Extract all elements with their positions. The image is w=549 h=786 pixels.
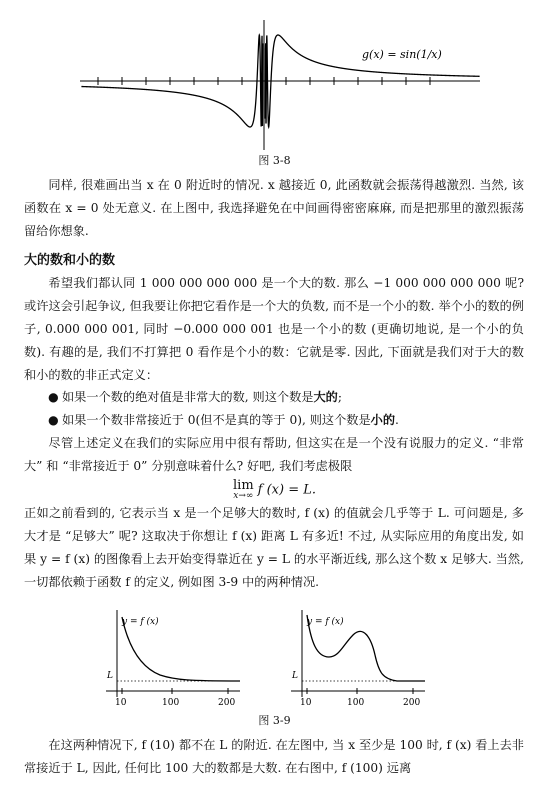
limit-subscript: x→∞ bbox=[233, 491, 254, 501]
left-tick-10: 10 bbox=[115, 698, 127, 708]
right-tick-100: 100 bbox=[347, 698, 365, 708]
right-curve-label: y = f (x) bbox=[307, 617, 344, 627]
figure-3-9-caption: 图 3-9 bbox=[258, 714, 291, 727]
right-tick-200: 200 bbox=[403, 698, 421, 708]
paragraph-4: 正如之前看到的, 它表示当 x 是一个足够大的数时, f (x) 的值就会几乎等于 L. 可问题是, 多大才是 “足够大” 呢? 这取决于你想让 f (x) 距离 L 有多近! 不过, 从实际应用的角度出发, 如果 y = f (x) 的图像看上去开始变得靠近在 y = L 的水平渐近线, 那么这个数 x 足够大. 当然, 一切都依赖于函数 f 的定义, 例如图 3-9 中的两种情况. bbox=[24, 506, 524, 589]
left-asymptote-label: L bbox=[107, 671, 113, 681]
limit-body: f (x) = L. bbox=[257, 482, 316, 498]
function-label: g(x) = sin(1/x) bbox=[362, 48, 442, 61]
section-heading: 大的数和小的数 bbox=[24, 253, 116, 268]
figure-3-9-left bbox=[100, 605, 245, 710]
paragraph-3: 尽管上述定义在我们的实际应用中很有帮助, 但这实在是一个没有说服力的定义. “非常大” 和 “非常接近于 0” 分别意味着什么? 好吧, 我们考虑极限 bbox=[24, 436, 524, 473]
figure-3-8-caption: 图 3-8 bbox=[258, 154, 291, 167]
paragraph-2: 希望我们都认同 1 000 000 000 000 是一个大的数. 那么 −1 000 000 000 000 呢? 或许这会引起争议, 但我要让你把它看作是一个大的负数, 而不是一个小的数. 举个小的数的例子, 0.000 000 001, 同时 −0.000 000 001 也是一个小的数 (更确切地说, 是一个小的负数). 有趣的是, 我们不打算把 0 看作是个小的数：它就是零. 因此, 下面就是我们对于大的数和小的数的非正式定义： bbox=[24, 276, 524, 382]
right-tick-10: 10 bbox=[300, 698, 312, 708]
limit-operator: lim bbox=[233, 478, 254, 493]
limit-formula bbox=[0, 479, 549, 501]
left-tick-100: 100 bbox=[162, 698, 180, 708]
bullet-large: ● 如果一个数的绝对值是非常大的数, 则这个数是大的; bbox=[48, 390, 342, 404]
left-tick-200: 200 bbox=[218, 698, 236, 708]
left-curve-label: y = f (x) bbox=[122, 617, 159, 627]
figure-3-9-right bbox=[285, 605, 430, 710]
bullet-small: ● 如果一个数非常接近于 0(但不是真的等于 0), 则这个数是小的. bbox=[48, 413, 399, 427]
figure-3-8 bbox=[80, 20, 480, 150]
paragraph-5: 在这两种情况下, f (10) 都不在 L 的附近. 在左图中, 当 x 至少是 100 时, f (x) 看上去非常接近于 L, 因此, 任何比 100 大的数都是大数. 在右图中, f (100) 远离 bbox=[24, 738, 524, 775]
bullet-dot: ● bbox=[48, 413, 59, 427]
right-asymptote-label: L bbox=[292, 671, 298, 681]
bullet-dot: ● bbox=[48, 390, 59, 404]
paragraph-1: 同样, 很难画出当 x 在 0 附近时的情况. x 越接近 0, 此函数就会振荡得越激烈. 当然, 该函数在 x = 0 处无意义. 在上图中, 我选择避免在中间画得密密麻麻, 而是把那里的激烈振荡留给你想象. bbox=[24, 178, 524, 238]
